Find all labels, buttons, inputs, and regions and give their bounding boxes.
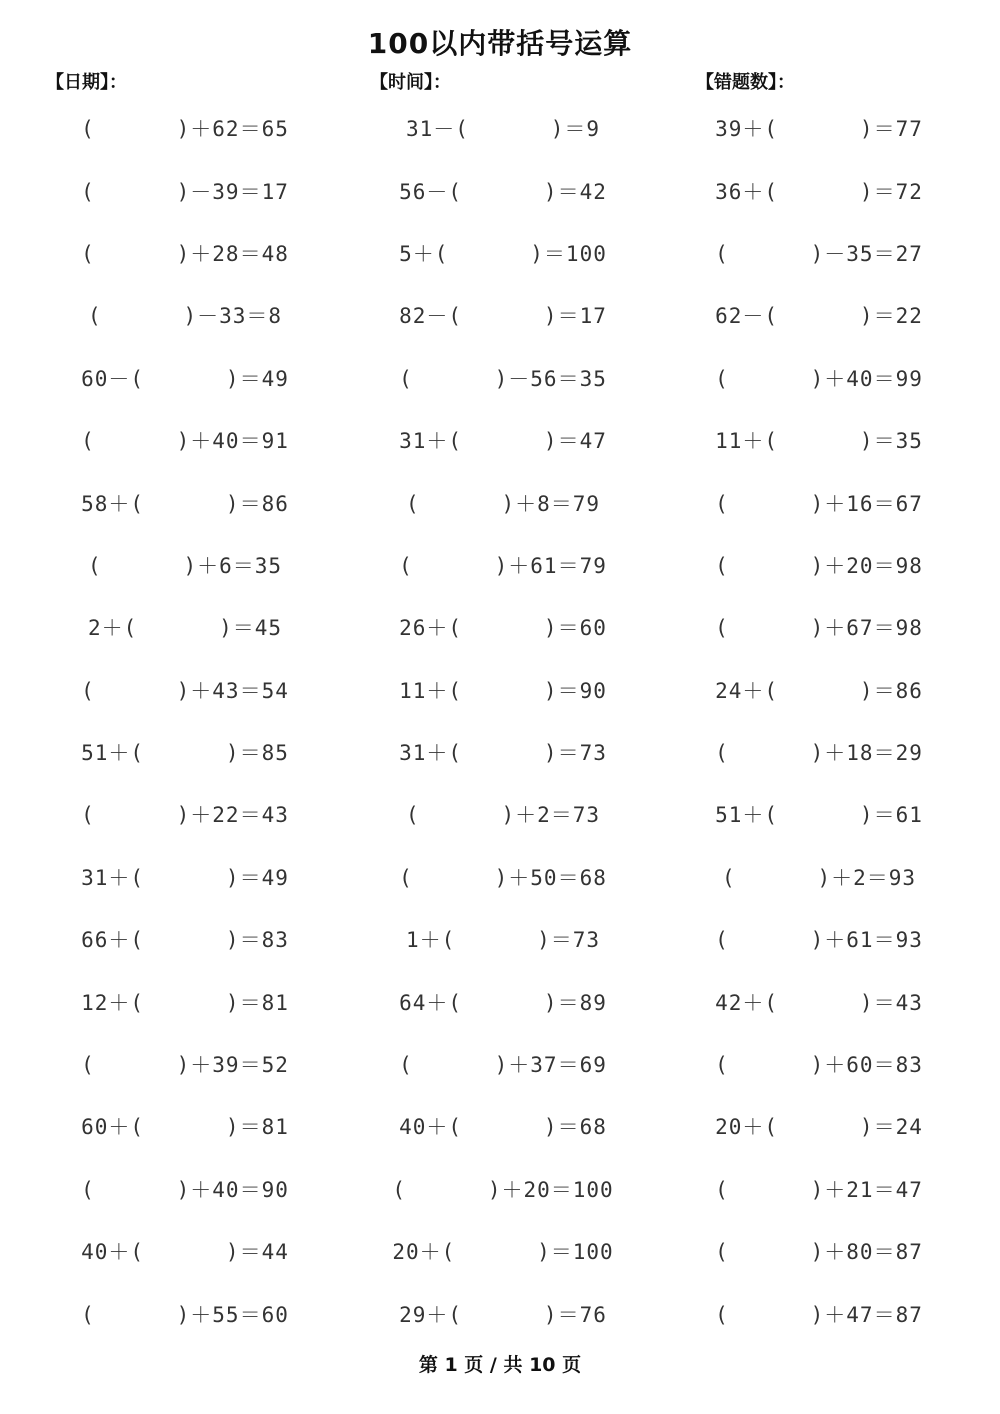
problem-item: 12＋( )＝81 — [81, 990, 289, 1015]
problem-column-3 — [694, 97, 944, 1345]
problem-item: ( )＋16＝67 — [715, 491, 923, 516]
problem-item: 29＋( )＝76 — [399, 1302, 607, 1327]
problem-item: ( )＋37＝69 — [399, 1053, 607, 1078]
problem-item: 51＋( )＝61 — [715, 803, 923, 828]
problem-item: ( )－35＝27 — [715, 241, 923, 266]
time-label: 【时间】： — [370, 72, 451, 93]
problem-item: 66＋( )＝83 — [81, 928, 289, 953]
page-title: 100以内带括号运算 — [367, 27, 633, 60]
problem-item: 60－( )＝49 — [81, 366, 289, 391]
problem-item: 5＋( )＝100 — [399, 241, 607, 266]
problem-item: 51＋( )＝85 — [81, 741, 289, 766]
problem-item: ( )－33＝8 — [87, 304, 283, 329]
problem-item: 62－( )＝22 — [715, 304, 923, 329]
problem-item: 40＋( )＝68 — [399, 1115, 607, 1140]
problem-item: ( )＋62＝65 — [81, 117, 289, 142]
problem-item: 36＋( )＝72 — [715, 179, 923, 204]
problem-item: ( )＋50＝68 — [399, 865, 607, 890]
problem-column-1 — [60, 97, 310, 1345]
problem-item: 39＋( )＝77 — [715, 117, 923, 142]
problem-item: ( )＋40＝99 — [715, 366, 923, 391]
problem-item: 20＋( )＝24 — [715, 1115, 923, 1140]
problem-item: ( )＋55＝60 — [81, 1302, 289, 1327]
problem-item: ( )＋6＝35 — [87, 553, 283, 578]
date-label: 【日期】： — [46, 72, 127, 93]
problem-item: 31＋( )＝47 — [399, 429, 607, 454]
problem-column-2 — [378, 97, 628, 1345]
problem-item: 31＋( )＝73 — [399, 741, 607, 766]
problem-item: 82－( )＝17 — [399, 304, 607, 329]
problem-item: 11＋( )＝35 — [715, 429, 923, 454]
problem-item: ( )＋67＝98 — [715, 616, 923, 641]
problem-item: ( )＋61＝93 — [715, 928, 923, 953]
problem-item: 56－( )＝42 — [399, 179, 607, 204]
errors-label: 【错题数】： — [696, 72, 795, 93]
problem-item: ( )＋20＝100 — [392, 1177, 614, 1202]
problem-item: ( )＋60＝83 — [715, 1053, 923, 1078]
page-footer: 第 1 页 / 共 10 页 — [418, 1354, 582, 1376]
problem-item: 58＋( )＝86 — [81, 491, 289, 516]
problem-item: ( )＋47＝87 — [715, 1302, 923, 1327]
problem-item: ( )＋40＝91 — [81, 429, 289, 454]
problem-item: ( )＋40＝90 — [81, 1177, 289, 1202]
problem-item: 31－( )＝9 — [405, 117, 601, 142]
problem-item: ( )－39＝17 — [81, 179, 289, 204]
problem-item: 11＋( )＝90 — [399, 678, 607, 703]
problem-item: ( )＋43＝54 — [81, 678, 289, 703]
problem-item: ( )＋8＝79 — [405, 491, 601, 516]
problem-item: 1＋( )＝73 — [405, 928, 601, 953]
problem-item: ( )＋22＝43 — [81, 803, 289, 828]
problem-item: 20＋( )＝100 — [392, 1240, 614, 1265]
problem-item: 64＋( )＝89 — [399, 990, 607, 1015]
problem-item: 60＋( )＝81 — [81, 1115, 289, 1140]
problem-item: 31＋( )＝49 — [81, 865, 289, 890]
problem-item: 24＋( )＝86 — [715, 678, 923, 703]
problem-item: ( )＋2＝93 — [721, 865, 917, 890]
problem-item: ( )＋21＝47 — [715, 1177, 923, 1202]
problem-item: ( )＋2＝73 — [405, 803, 601, 828]
problem-item: ( )＋61＝79 — [399, 553, 607, 578]
problem-item: 26＋( )＝60 — [399, 616, 607, 641]
problem-item: ( )＋20＝98 — [715, 553, 923, 578]
problem-item: ( )＋18＝29 — [715, 741, 923, 766]
problem-item: 40＋( )＝44 — [81, 1240, 289, 1265]
problem-item: ( )＋28＝48 — [81, 241, 289, 266]
problem-item: ( )＋39＝52 — [81, 1053, 289, 1078]
problem-item: 42＋( )＝43 — [715, 990, 923, 1015]
problem-item: 2＋( )＝45 — [87, 616, 283, 641]
problem-item: ( )＋80＝87 — [715, 1240, 923, 1265]
problem-item: ( )－56＝35 — [399, 366, 607, 391]
